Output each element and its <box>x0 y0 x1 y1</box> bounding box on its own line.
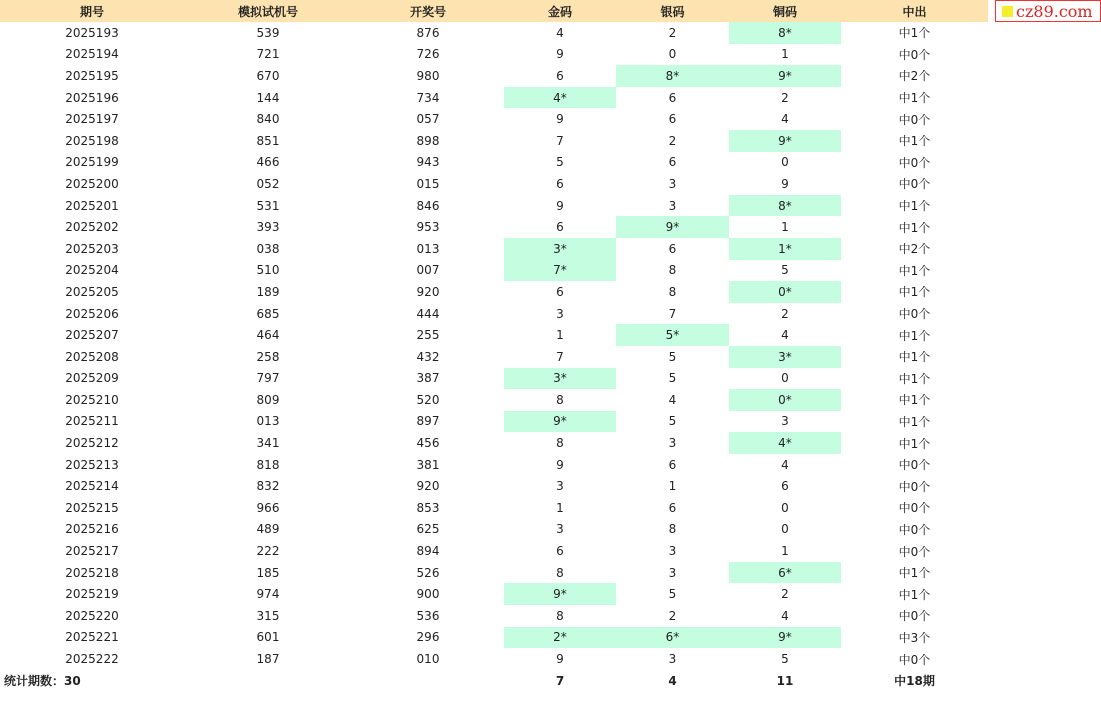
row-sim-number: 818 <box>256 457 280 472</box>
row-period: 2025211 <box>65 414 119 429</box>
row-draw-number: 920 <box>416 284 440 299</box>
row-gold-code: 8 <box>556 608 564 623</box>
row-copper-code: 1* <box>729 238 841 260</box>
row-copper-code: 0 <box>781 371 789 386</box>
row-gold-code: 8 <box>556 436 564 451</box>
table-row <box>0 562 988 584</box>
row-hit-count: 中0个 <box>898 479 931 494</box>
row-silver-code: 2 <box>668 608 677 623</box>
row-copper-code: 9* <box>729 627 841 649</box>
row-copper-code: 4 <box>781 457 789 472</box>
row-hit-count: 中1个 <box>898 263 931 278</box>
table-row <box>0 605 988 627</box>
row-hit-count: 中0个 <box>898 522 931 537</box>
table-row <box>0 130 988 152</box>
row-hit-count: 中1个 <box>898 566 931 581</box>
row-gold-code: 6 <box>556 176 564 191</box>
row-hit-count: 中1个 <box>898 414 931 429</box>
row-silver-code: 6 <box>668 155 677 170</box>
row-hit-count: 中2个 <box>898 69 931 84</box>
table-row <box>0 44 988 66</box>
row-copper-code: 5 <box>781 652 789 667</box>
logo-text: cz89.com <box>1016 1 1093 21</box>
row-gold-code: 7* <box>504 260 616 282</box>
row-copper-code: 0* <box>729 389 841 411</box>
row-sim-number: 341 <box>256 436 280 451</box>
row-sim-number: 840 <box>256 112 280 127</box>
site-logo[interactable] <box>995 0 1101 22</box>
row-copper-code: 6 <box>781 479 789 494</box>
row-sim-number: 531 <box>256 198 280 213</box>
row-hit-count: 中1个 <box>898 220 931 235</box>
row-copper-code: 0* <box>729 281 841 303</box>
row-copper-code: 4* <box>729 432 841 454</box>
row-period: 2025212 <box>65 436 119 451</box>
row-period: 2025215 <box>65 500 119 515</box>
row-sim-number: 721 <box>256 47 280 62</box>
table-row <box>0 152 988 174</box>
footer-copper: 11 <box>776 673 794 688</box>
table-header <box>0 0 988 22</box>
row-sim-number: 189 <box>256 284 280 299</box>
row-copper-code: 1 <box>781 220 789 235</box>
row-gold-code: 9 <box>556 198 564 213</box>
row-silver-code: 3 <box>668 652 677 667</box>
row-sim-number: 685 <box>256 306 280 321</box>
row-copper-code: 0 <box>781 155 789 170</box>
row-draw-number: 897 <box>416 414 440 429</box>
row-draw-number: 432 <box>416 349 440 364</box>
table-footer <box>0 670 988 692</box>
row-silver-code: 3 <box>668 544 677 559</box>
row-draw-number: 007 <box>416 263 440 278</box>
row-silver-code: 2 <box>668 25 677 40</box>
table-row <box>0 497 988 519</box>
table-row <box>0 475 988 497</box>
table-row <box>0 281 988 303</box>
row-sim-number: 670 <box>256 68 280 83</box>
row-sim-number: 222 <box>256 544 280 559</box>
row-gold-code: 4* <box>504 87 616 109</box>
row-sim-number: 185 <box>256 565 280 580</box>
row-copper-code: 2 <box>781 306 789 321</box>
row-copper-code: 5 <box>781 263 789 278</box>
table-row <box>0 454 988 476</box>
table-row <box>0 195 988 217</box>
table-row <box>0 346 988 368</box>
row-period: 2025218 <box>65 565 119 580</box>
row-silver-code: 6 <box>668 112 677 127</box>
row-draw-number: 900 <box>416 587 440 602</box>
row-period: 2025207 <box>65 328 119 343</box>
row-period: 2025206 <box>65 306 119 321</box>
footer-hit: 中18期 <box>894 674 935 689</box>
row-copper-code: 2 <box>781 587 789 602</box>
row-gold-code: 9 <box>556 47 564 62</box>
row-period: 2025217 <box>65 544 119 559</box>
row-silver-code: 3 <box>668 436 677 451</box>
row-draw-number: 456 <box>416 436 440 451</box>
table-row <box>0 583 988 605</box>
row-silver-code: 0 <box>668 47 677 62</box>
row-gold-code: 1 <box>556 328 564 343</box>
row-period: 2025214 <box>65 479 119 494</box>
row-hit-count: 中0个 <box>898 501 931 516</box>
table-row <box>0 324 988 346</box>
row-period: 2025194 <box>65 47 119 62</box>
header-open: 开奖号 <box>409 4 446 19</box>
row-sim-number: 966 <box>256 500 280 515</box>
row-draw-number: 953 <box>416 220 440 235</box>
row-copper-code: 6* <box>729 562 841 584</box>
row-gold-code: 9* <box>504 583 616 605</box>
row-gold-code: 8 <box>556 392 564 407</box>
row-silver-code: 3 <box>668 198 677 213</box>
row-draw-number: 734 <box>416 90 440 105</box>
row-period: 2025219 <box>65 587 119 602</box>
row-gold-code: 6 <box>556 68 564 83</box>
table-row <box>0 87 988 109</box>
row-period: 2025196 <box>65 90 119 105</box>
row-gold-code: 9 <box>556 112 564 127</box>
row-copper-code: 9* <box>729 130 841 152</box>
row-draw-number: 296 <box>416 630 440 645</box>
row-draw-number: 255 <box>416 328 440 343</box>
row-hit-count: 中1个 <box>898 91 931 106</box>
row-draw-number: 013 <box>416 241 440 256</box>
row-hit-count: 中1个 <box>898 134 931 149</box>
row-draw-number: 526 <box>416 565 440 580</box>
row-gold-code: 9* <box>504 411 616 433</box>
table-row <box>0 65 988 87</box>
row-silver-code: 6 <box>668 241 677 256</box>
row-draw-number: 980 <box>416 68 440 83</box>
row-gold-code: 9 <box>556 457 564 472</box>
row-gold-code: 7 <box>556 133 564 148</box>
table-row <box>0 173 988 195</box>
row-hit-count: 中1个 <box>898 587 931 602</box>
row-period: 2025193 <box>65 25 119 40</box>
table-row <box>0 540 988 562</box>
row-draw-number: 898 <box>416 133 440 148</box>
row-draw-number: 846 <box>416 198 440 213</box>
row-hit-count: 中1个 <box>898 350 931 365</box>
row-silver-code: 8 <box>668 263 677 278</box>
row-sim-number: 832 <box>256 479 280 494</box>
row-sim-number: 974 <box>256 587 280 602</box>
row-hit-count: 中1个 <box>898 285 931 300</box>
table-row <box>0 389 988 411</box>
row-gold-code: 7 <box>556 349 564 364</box>
row-silver-code: 7 <box>668 306 677 321</box>
row-period: 2025208 <box>65 349 119 364</box>
row-silver-code: 9* <box>616 216 729 238</box>
row-copper-code: 3* <box>729 346 841 368</box>
logo-square-icon <box>1002 6 1013 17</box>
table-row <box>0 432 988 454</box>
row-hit-count: 中0个 <box>898 112 931 127</box>
row-copper-code: 3 <box>781 414 789 429</box>
row-gold-code: 4 <box>556 25 564 40</box>
row-gold-code: 3 <box>556 522 564 537</box>
row-gold-code: 9 <box>556 652 564 667</box>
row-gold-code: 6 <box>556 544 564 559</box>
row-period: 2025222 <box>65 652 119 667</box>
row-sim-number: 258 <box>256 349 280 364</box>
row-silver-code: 8 <box>668 284 677 299</box>
row-draw-number: 876 <box>416 25 440 40</box>
row-draw-number: 853 <box>416 500 440 515</box>
row-gold-code: 6 <box>556 220 564 235</box>
row-sim-number: 489 <box>256 522 280 537</box>
row-sim-number: 393 <box>256 220 280 235</box>
row-copper-code: 1 <box>781 544 789 559</box>
row-hit-count: 中0个 <box>898 155 931 170</box>
row-sim-number: 464 <box>256 328 280 343</box>
row-silver-code: 3 <box>668 176 677 191</box>
row-period: 2025210 <box>65 392 119 407</box>
row-period: 2025204 <box>65 263 119 278</box>
row-draw-number: 625 <box>416 522 440 537</box>
row-draw-number: 536 <box>416 608 440 623</box>
row-gold-code: 3* <box>504 238 616 260</box>
row-draw-number: 057 <box>416 112 440 127</box>
row-draw-number: 015 <box>416 176 440 191</box>
row-draw-number: 381 <box>416 457 440 472</box>
row-silver-code: 6 <box>668 457 677 472</box>
row-copper-code: 1 <box>781 47 789 62</box>
row-copper-code: 8* <box>729 195 841 217</box>
table-row <box>0 303 988 325</box>
row-hit-count: 中1个 <box>898 328 931 343</box>
table-body <box>0 22 988 670</box>
row-period: 2025213 <box>65 457 119 472</box>
row-sim-number: 851 <box>256 133 280 148</box>
row-draw-number: 444 <box>416 306 440 321</box>
row-copper-code: 9* <box>729 65 841 87</box>
row-hit-count: 中3个 <box>898 630 931 645</box>
row-copper-code: 4 <box>781 328 789 343</box>
header-qi: 期号 <box>79 4 104 19</box>
row-period: 2025198 <box>65 133 119 148</box>
row-draw-number: 387 <box>416 371 440 386</box>
row-silver-code: 4 <box>668 392 677 407</box>
row-draw-number: 894 <box>416 544 440 559</box>
row-gold-code: 5 <box>556 155 564 170</box>
row-period: 2025205 <box>65 284 119 299</box>
row-silver-code: 6 <box>668 90 677 105</box>
row-hit-count: 中0个 <box>898 652 931 667</box>
row-gold-code: 6 <box>556 284 564 299</box>
row-sim-number: 809 <box>256 392 280 407</box>
row-sim-number: 601 <box>256 630 280 645</box>
row-silver-code: 8 <box>668 522 677 537</box>
header-sim: 模拟试机号 <box>237 4 298 19</box>
header-copper: 铜码 <box>772 4 797 19</box>
table-row <box>0 368 988 390</box>
row-copper-code: 0 <box>781 522 789 537</box>
row-draw-number: 920 <box>416 479 440 494</box>
row-hit-count: 中0个 <box>898 609 931 624</box>
row-silver-code: 1 <box>668 479 677 494</box>
row-period: 2025197 <box>65 112 119 127</box>
header-hit: 中出 <box>902 4 927 19</box>
table-row <box>0 648 988 670</box>
table-row <box>0 411 988 433</box>
row-sim-number: 315 <box>256 608 280 623</box>
row-gold-code: 8 <box>556 565 564 580</box>
row-sim-number: 187 <box>256 652 280 667</box>
row-sim-number: 797 <box>256 371 280 386</box>
row-silver-code: 3 <box>668 565 677 580</box>
table-row <box>0 627 988 649</box>
row-period: 2025199 <box>65 155 119 170</box>
row-hit-count: 中0个 <box>898 177 931 192</box>
row-gold-code: 3* <box>504 368 616 390</box>
row-draw-number: 520 <box>416 392 440 407</box>
row-copper-code: 2 <box>781 90 789 105</box>
row-hit-count: 中0个 <box>898 47 931 62</box>
row-hit-count: 中1个 <box>898 436 931 451</box>
row-period: 2025202 <box>65 220 119 235</box>
row-gold-code: 2* <box>504 627 616 649</box>
row-period: 2025220 <box>65 608 119 623</box>
row-hit-count: 中0个 <box>898 458 931 473</box>
row-period: 2025200 <box>65 176 119 191</box>
row-silver-code: 6 <box>668 500 677 515</box>
table-row <box>0 216 988 238</box>
row-silver-code: 8* <box>616 65 729 87</box>
header-silver: 银码 <box>660 4 685 19</box>
table-row <box>0 519 988 541</box>
row-period: 2025195 <box>65 68 119 83</box>
footer-silver: 4 <box>668 673 677 688</box>
footer-empty-1 <box>184 670 352 692</box>
table-row <box>0 238 988 260</box>
row-draw-number: 010 <box>416 652 440 667</box>
table-row <box>0 108 988 130</box>
row-sim-number: 539 <box>256 25 280 40</box>
row-sim-number: 466 <box>256 155 280 170</box>
footer-gold: 7 <box>555 673 565 688</box>
row-period: 2025209 <box>65 371 119 386</box>
row-period: 2025216 <box>65 522 119 537</box>
row-copper-code: 4 <box>781 608 789 623</box>
row-silver-code: 2 <box>668 133 677 148</box>
row-silver-code: 5 <box>668 371 677 386</box>
row-sim-number: 144 <box>256 90 280 105</box>
table-row <box>0 22 988 44</box>
row-silver-code: 5 <box>668 349 677 364</box>
row-hit-count: 中1个 <box>898 199 931 214</box>
row-sim-number: 038 <box>256 241 280 256</box>
row-hit-count: 中1个 <box>898 371 931 386</box>
row-draw-number: 943 <box>416 155 440 170</box>
row-sim-number: 052 <box>256 176 280 191</box>
footer-label: 统计期数：30 <box>4 674 81 689</box>
row-hit-count: 中1个 <box>898 393 931 408</box>
row-silver-code: 5* <box>616 324 729 346</box>
row-sim-number: 510 <box>256 263 280 278</box>
row-period: 2025201 <box>65 198 119 213</box>
row-hit-count: 中0个 <box>898 544 931 559</box>
row-silver-code: 6* <box>616 627 729 649</box>
row-period: 2025203 <box>65 241 119 256</box>
row-silver-code: 5 <box>668 587 677 602</box>
row-gold-code: 3 <box>556 479 564 494</box>
row-copper-code: 4 <box>781 112 789 127</box>
row-hit-count: 中1个 <box>898 26 931 41</box>
row-copper-code: 0 <box>781 500 789 515</box>
row-draw-number: 726 <box>416 47 440 62</box>
row-hit-count: 中2个 <box>898 242 931 257</box>
row-silver-code: 5 <box>668 414 677 429</box>
row-copper-code: 8* <box>729 22 841 44</box>
row-copper-code: 9 <box>781 176 789 191</box>
row-sim-number: 013 <box>256 414 280 429</box>
row-hit-count: 中0个 <box>898 307 931 322</box>
footer-empty-2 <box>352 670 504 692</box>
table-row <box>0 260 988 282</box>
row-period: 2025221 <box>65 630 119 645</box>
header-gold: 金码 <box>547 4 572 19</box>
row-gold-code: 1 <box>556 500 564 515</box>
row-gold-code: 3 <box>556 306 564 321</box>
